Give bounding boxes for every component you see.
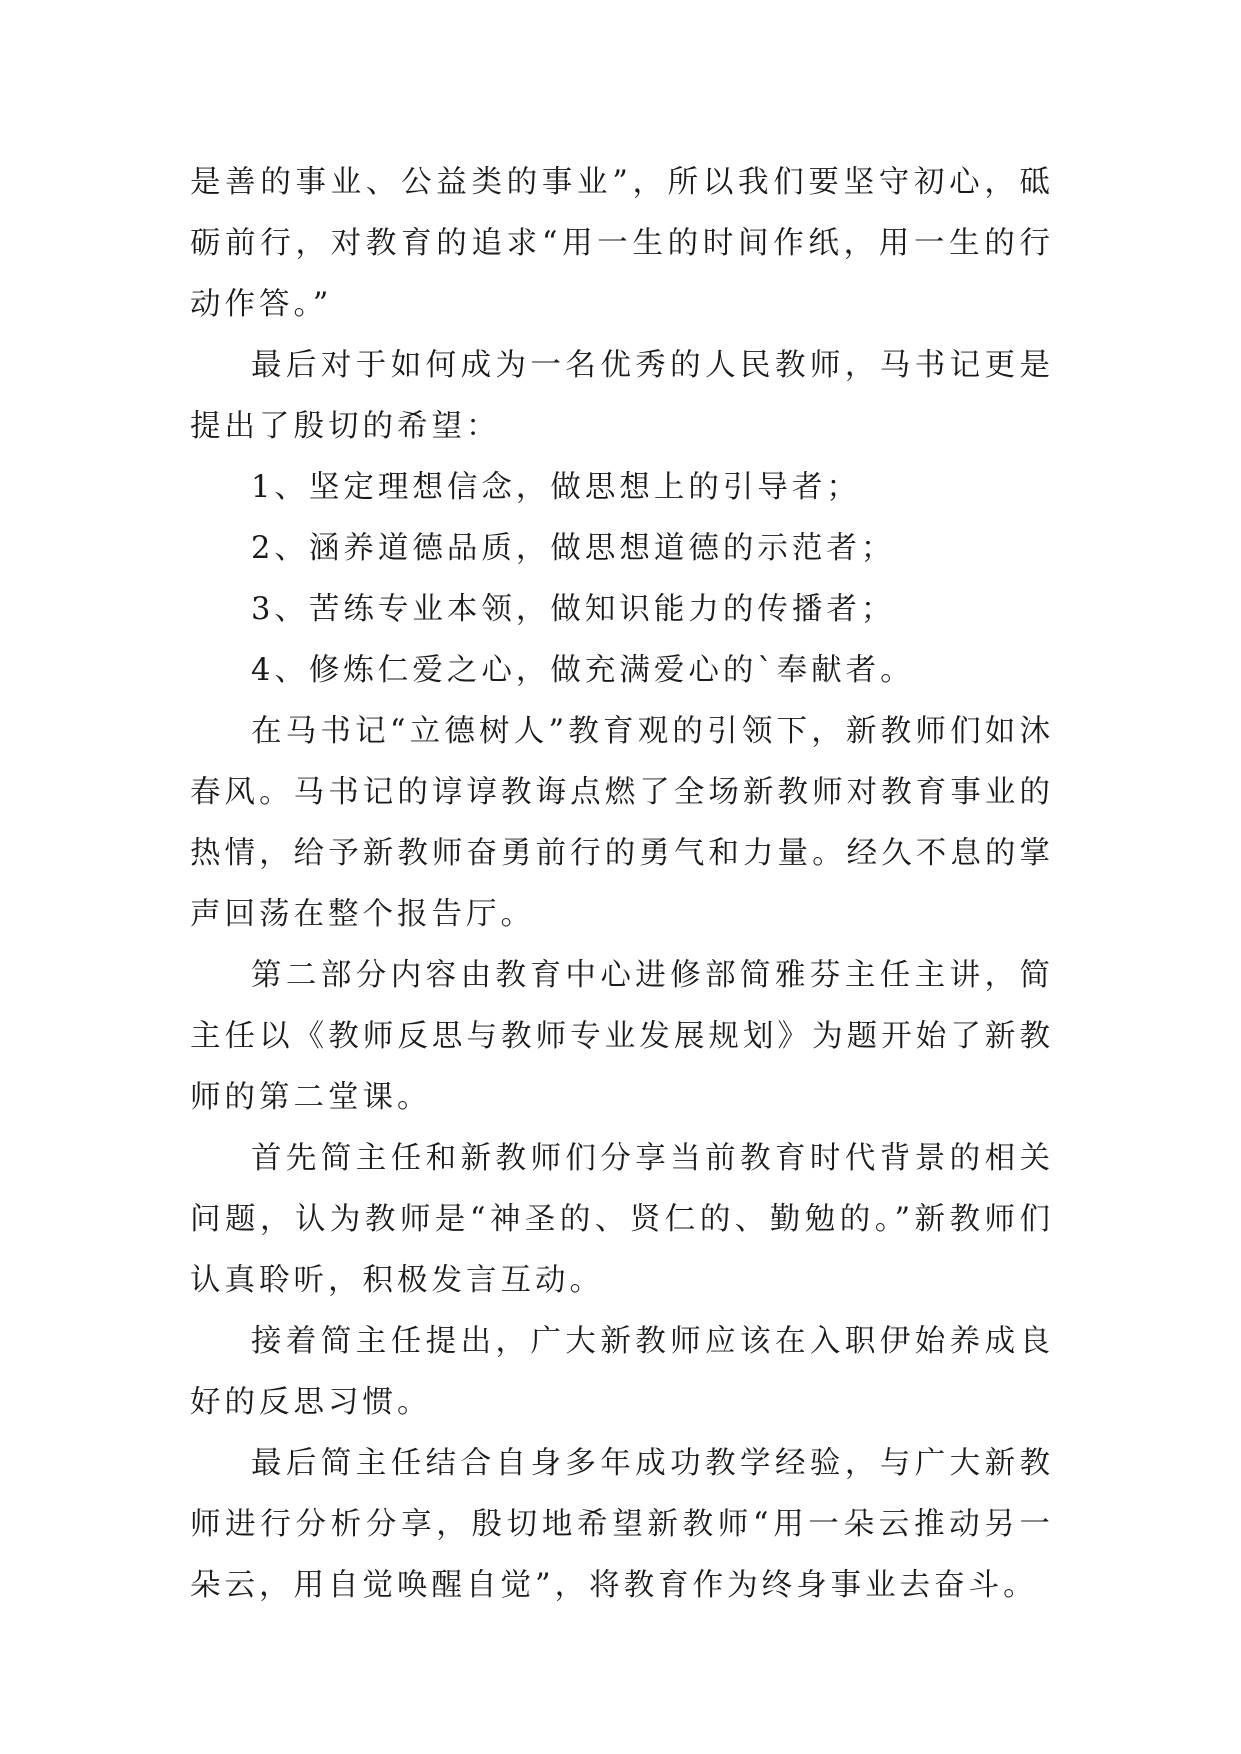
paragraph: 接着简主任提出，广大新教师应该在入职伊始养成良好的反思习惯。: [190, 1324, 1054, 1420]
list-item: 4、修炼仁爱之心，做充满爱心的`奉献者。: [251, 653, 915, 688]
paragraph: 最后对于如何成为一名优秀的人民教师，马书记更是提出了殷切的希望：: [190, 348, 1054, 444]
list-item: 2、涵养道德品质，做思想道德的示范者；: [251, 531, 896, 566]
document-body: [190, 152, 1054, 1616]
paragraph: 最后简主任结合自身多年成功教学经验，与广大新教师进行分析分享，殷切地希望新教师“用一朵云推动另一朵云，用自觉唤醒自觉”，将教育作为终身事业去奋斗。: [190, 1446, 1054, 1603]
paragraph: 首先简主任和新教师们分享当前教育时代背景的相关问题，认为教师是“神圣的、贤仁的、勤勉的。”新教师们认真聆听，积极发言互动。: [190, 1141, 1054, 1298]
paragraph: 第二部分内容由教育中心进修部简雅芬主任主讲，简主任以《教师反思与教师专业发展规划》为题开始了新教师的第二堂课。: [190, 958, 1054, 1115]
paragraph: 是善的事业、公益类的事业”，所以我们要坚守初心，砥砺前行，对教育的追求“用一生的时间作纸，用一生的行动作答。”: [190, 165, 1054, 322]
list-item: 1、坚定理想信念，做思想上的引导者；: [251, 470, 861, 505]
list-item: 3、苦练专业本领，做知识能力的传播者；: [251, 592, 896, 627]
paragraph: 在马书记“立德树人”教育观的引领下，新教师们如沐春风。马书记的谆谆教诲点燃了全场新教师对教育事业的热情，给予新教师奋勇前行的勇气和力量。经久不息的掌声回荡在整个报告厅。: [190, 714, 1054, 932]
